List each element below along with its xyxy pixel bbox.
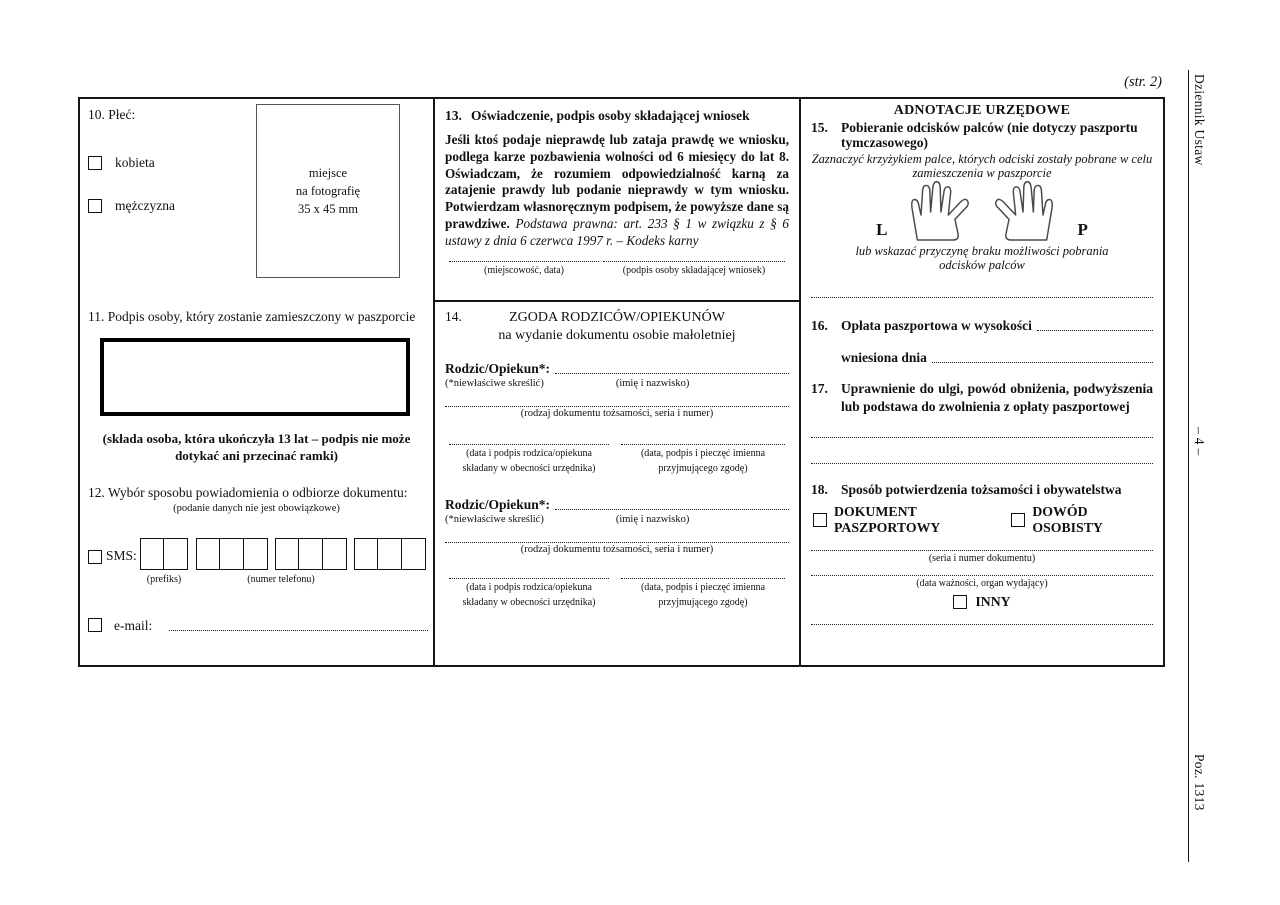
sec14-title-line2: na wydanie dokumentu osobie małoletniej [498,327,736,343]
officer-signature-caption1: (data, podpis i pieczęć imienna [640,582,766,593]
photo-caption-line1: miejsce [308,165,348,180]
sec15-number: 15. [811,120,828,135]
sec16-number: 16. [811,318,828,334]
document-caption: (rodzaj dokumentu tożsamości, seria i numer) [520,408,714,419]
applicant-signature-line[interactable] [603,260,785,262]
sms-phone-cells-1 [196,538,268,570]
official-annotations-header: ADNOTACJE URZĘDOWE [893,103,1071,118]
column-left [80,99,433,665]
sec11-title: 11. Podpis osoby, który zostanie zamieszczony w paszporcie [88,309,416,324]
sec17-title: Uprawnienie do ulgi, powód obniżenia, podwyższenia lub podstawa do zwolnienia z opłaty paszportowej [841,381,1153,414]
officer-signature-caption2: przyjmującego zgodę) [658,463,748,474]
signature-note: (składa osoba, która ukończyła 13 lat – podpis nie może dotykać ani przecinać ramki) [102,431,411,463]
other-document-option [811,594,1153,610]
guardian-label: Rodzic/Opiekun*: [445,361,551,376]
sec15-title: Pobieranie odcisków palców (nie dotyczy paszportu tymczasowego) [841,120,1138,150]
declaration-legal-basis: Podstawa prawna: art. 233 § 1 w związku z § 6 ustawy z dnia 6 czerwca 1997 r. – Kodeks karny [445,215,789,248]
sec14-number: 14. [445,309,462,324]
digit-cell[interactable] [401,538,426,570]
photo-caption-line3: 35 x 45 mm [297,202,359,217]
column-middle [433,99,799,665]
place-date-field [449,260,599,277]
guardian-document-line[interactable] [445,405,789,407]
digit-cell[interactable] [275,538,300,570]
fingerprint-hint: Zaznaczyć krzyżykiem palce, których odciski zostały pobrane w celu zamieszczenia w paszporcie [811,151,1153,180]
digit-cell[interactable] [322,538,347,570]
digit-cell[interactable] [140,538,165,570]
sec13-number: 13. [445,108,462,123]
prefix-caption: (prefiks) [146,573,182,585]
fee-label: Opłata paszportowa w wysokości [841,318,1032,334]
photo-placeholder [256,104,400,278]
guardian-signature-caption1: (data i podpis rodzica/opiekuna [466,448,592,459]
no-fingerprints-note: lub wskazać przyczynę braku możliwości pobrania odcisków palców [855,243,1109,273]
officer-signature-caption2: przyjmującego zgodę) [658,597,748,608]
sms-prefix-cells [140,538,188,570]
digit-cell[interactable] [377,538,402,570]
sms-label: SMS: [106,547,137,563]
phone-caption: (numer telefonu) [247,573,315,585]
sec18-title-block [811,482,1153,498]
digit-cell[interactable] [354,538,379,570]
guardian-signature-line[interactable] [449,577,609,579]
document-serial-caption: (seria i numer dokumentu) [928,552,1036,564]
sec17-title-block [811,380,1153,415]
email-row [88,618,428,634]
sms-row [88,538,425,596]
guardian-signature-caption1: (data i podpis rodzica/opiekuna [466,582,592,593]
identity-document-options [811,504,1153,536]
left-hand-label: L [876,219,888,239]
digit-cell[interactable] [219,538,244,570]
sec12-subtitle: (podanie danych nie jest obowiązkowe) [173,502,340,514]
officer-signature-line[interactable] [621,577,785,579]
digit-cell[interactable] [298,538,323,570]
document-validity-caption: (data ważności, organ wydający) [916,577,1048,589]
officer-signature-caption1: (data, podpis i pieczęć imienna [640,448,766,459]
other-document-label: INNY [975,593,1011,609]
name-caption: (imię i nazwisko) [615,378,690,389]
digit-cell[interactable] [163,538,188,570]
sec14-title-line1: ZGODA RODZICÓW/OPIEKUNÓW [509,310,725,325]
id-card-option [1011,504,1151,536]
email-checkbox[interactable] [88,618,102,632]
sec15-title-block [811,121,1153,151]
id-card-checkbox[interactable] [1011,513,1025,527]
digit-cell[interactable] [243,538,268,570]
hands-diagram [811,181,1153,243]
passport-document-option [813,504,1011,536]
discount-line-2[interactable] [811,462,1153,464]
declaration-text [445,132,789,249]
female-checkbox[interactable] [88,156,102,170]
sec13-title: Oświadczenie, podpis osoby składającej wniosek [471,108,750,123]
discount-line-1[interactable] [811,436,1153,438]
place-date-line[interactable] [449,260,599,262]
id-card-label: DOWÓD OSOBISTY [1032,503,1103,535]
guardian-block [445,361,789,475]
declaration-warning: Jeśli ktoś podaje nieprawdę lub zataja prawdę we wniosku, podlega karze pozbawienia wolności od 6 miesięcy do lat 8. Oświadczam, że rozumiem odpowiedzialność karną za zatajenie prawdy lub podanie nieprawdy w tym wniosku. Potwierdzam własnoręcznym podpisem, że powyższe dane są prawdziwe. [445,132,789,231]
sms-checkbox[interactable] [88,550,102,564]
document-caption: (rodzaj dokumentu tożsamości, seria i numer) [520,544,714,555]
column-right [799,99,1163,665]
email-label: e-mail: [114,617,153,633]
officer-signature-line[interactable] [621,443,785,445]
sec17-number: 17. [811,381,828,397]
officer-signature-field [621,443,785,475]
passport-document-checkbox[interactable] [813,513,827,527]
paid-date-label: wniesiona dnia [841,350,927,366]
signature-frame[interactable] [100,338,410,416]
officer-signature-field [621,577,785,609]
margin-rule [1188,70,1189,862]
journal-position-number: Poz. 1313 [1192,754,1207,811]
sms-phone-cells-2 [275,538,347,570]
cross-out-caption: (*niewłaściwe skreślić) [445,514,544,525]
left-hand-icon[interactable] [901,181,975,243]
section-13 [435,99,799,302]
sec18-title: Sposób potwierdzenia tożsamości i obywatelstwa [841,481,1122,497]
cross-out-caption: (*niewłaściwe skreślić) [445,378,544,389]
guardian-signature-field [449,577,609,609]
name-caption: (imię i nazwisko) [615,514,690,525]
applicant-signature-caption: (podpis osoby składającej wniosek) [622,265,766,277]
digit-cell[interactable] [196,538,221,570]
other-document-line[interactable] [811,623,1153,625]
section-14 [435,302,799,609]
paid-date-line[interactable] [932,362,1153,363]
journal-title: Dziennik Ustaw [1192,74,1207,166]
female-label: kobieta [115,155,155,170]
male-checkbox[interactable] [88,199,102,213]
guardian-signature-field [449,443,609,475]
sec16-fee-row [811,318,1153,334]
sec18-number: 18. [811,481,828,497]
other-document-checkbox[interactable] [953,595,967,609]
sms-phone-cells-3 [354,538,426,570]
photo-caption-line2: na fotografię [295,183,361,198]
place-date-caption: (miejscowość, data) [484,265,564,277]
male-label: mężczyzna [115,198,175,213]
guardian-document-line[interactable] [445,541,789,543]
guardian-label: Rodzic/Opiekun*: [445,497,551,512]
sec16-date-row [811,350,1153,366]
right-hand-label: P [1077,219,1088,239]
form-table [78,97,1165,667]
fee-amount-line[interactable] [1037,330,1153,331]
guardian-signature-caption2: składany w obecności urzędnika) [462,597,596,608]
guardian-signature-caption2: składany w obecności urzędnika) [462,463,596,474]
journal-page-number: – 4 – [1192,427,1207,456]
sec10-title: 10. Płeć: [88,107,136,122]
sec12-title: 12. Wybór sposobu powiadomienia o odbiorze dokumentu: [88,484,408,500]
guardian-block [445,497,789,609]
right-hand-icon[interactable] [989,181,1063,243]
guardian-signature-line[interactable] [449,443,609,445]
no-fingerprints-reason-line[interactable] [811,296,1153,298]
guardian-name-line[interactable] [555,373,789,374]
applicant-signature-field [603,260,785,277]
passport-document-label: DOKUMENT PASZPORTOWY [834,503,941,535]
page-number-label: (str. 2) [1124,74,1162,90]
document-serial-line[interactable] [811,549,1153,551]
document-validity-line[interactable] [811,574,1153,576]
email-input-line[interactable] [169,630,428,631]
guardian-name-line[interactable] [555,509,789,510]
